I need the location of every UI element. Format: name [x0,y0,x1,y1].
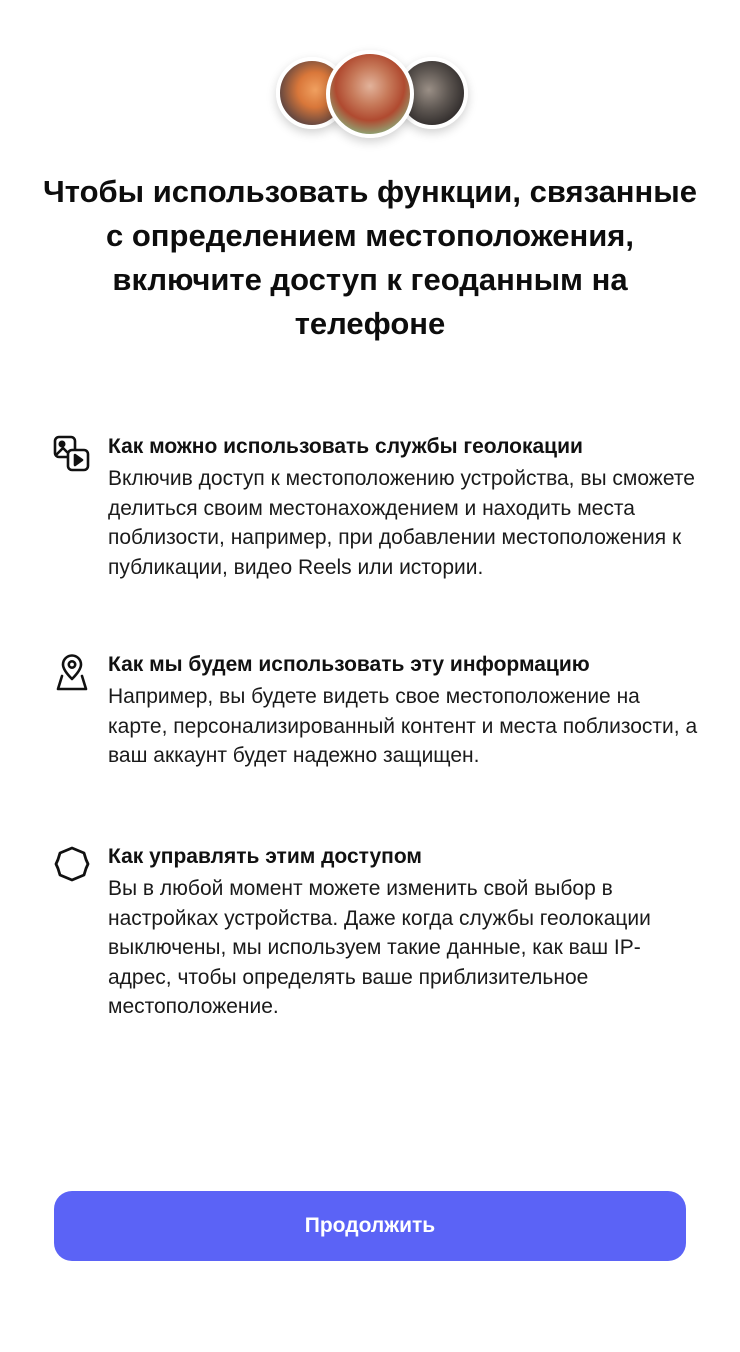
section-body: Включив доступ к местоположению устройства, вы сможете делиться своим местонахождением и находить места поблизости, например, при добавлении местоположения к публикации, видео Reels или истории. [108,467,695,579]
avatar-group [0,50,740,140]
avatar [326,50,414,138]
location-map-icon [52,652,92,692]
settings-icon [52,844,92,884]
section-heading: Как управлять этим доступом [108,845,422,868]
page-title: Чтобы использовать функции, связанные с определением местоположения, включите доступ к геоданным на телефоне [43,174,697,341]
section-heading: Как можно использовать службы геолокации [108,435,583,458]
section-body: Вы в любой момент можете изменить свой выбор в настройках устройства. Даже когда службы геолокации выключены, мы используем такие данные, как ваш IP-адрес, чтобы определять ваше приблизительное местоположение. [108,877,651,1018]
section-body: Например, вы будете видеть свое местоположение на карте, персонализированный контент и места поблизости, а ваш аккаунт будет надежно защищен. [108,685,698,767]
continue-button[interactable]: Продолжить [54,1191,686,1261]
media-icon [52,434,92,474]
section-heading: Как мы будем использовать эту информацию [108,653,590,676]
